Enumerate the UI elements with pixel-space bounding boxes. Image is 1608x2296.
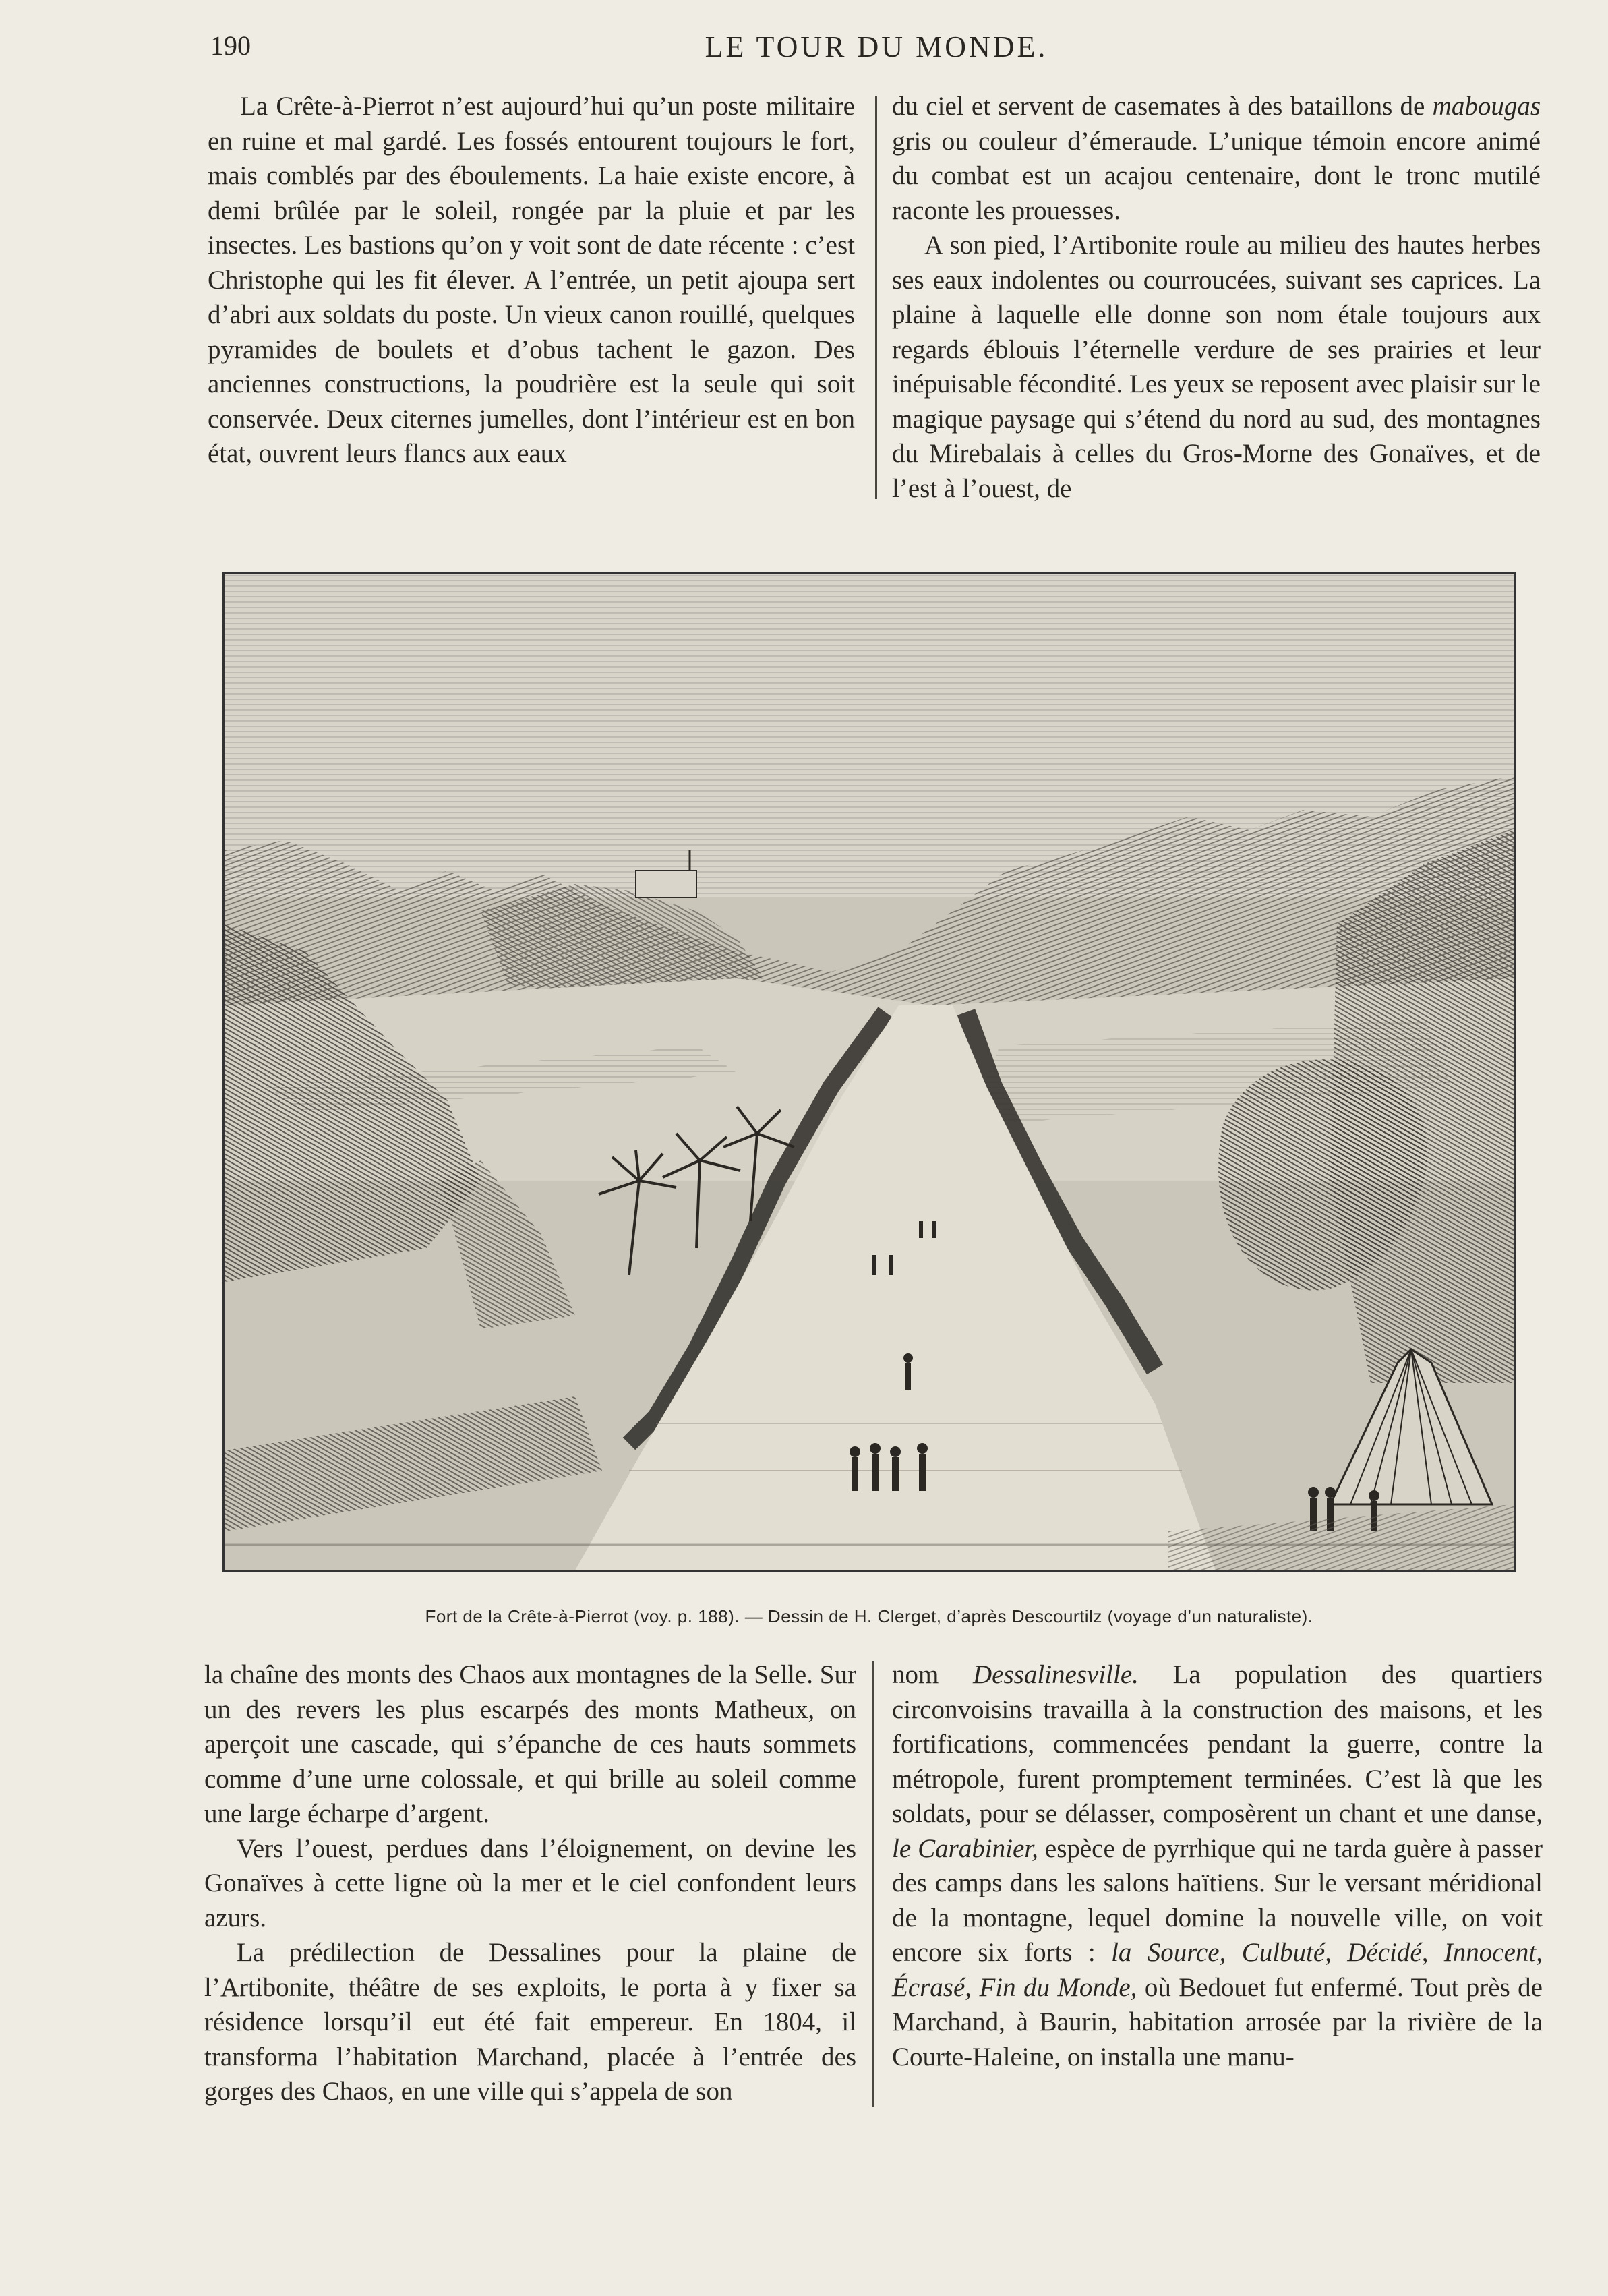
column-rule-bottom (872, 1661, 874, 2107)
italic-term: la Source, Culbuté, Décidé, Innocent, Écrasé, Fin du Monde, (892, 1938, 1543, 2002)
running-head: LE TOUR DU MONDE. (705, 30, 1048, 63)
italic-term: mabougas (1432, 92, 1541, 121)
column-rule-top (875, 96, 877, 499)
paragraph: La prédilection de Dessalines pour la plaine de l’Artibonite, théâtre de ses exploits, le porta à y fixer sa résidence lorsqu’il eut été fait empereur. En 1804, il transforma l’habitation Marchand, placée à l’entrée des gorges des Chaos, en une ville qui s’appela de son (204, 1938, 856, 2106)
text-run: du ciel et servent de casemates à des bataillons de (892, 92, 1433, 121)
text-run: nom (892, 1660, 974, 1689)
text-run: espèce de pyrrhique qui ne tarda guère à passer des camps dans les salons haïtiens. Sur le versant méridional de la montagne, lequel domine la nouvelle ville, on voit encore six forts : (892, 1833, 1543, 1967)
landscape-engraving (225, 574, 1514, 1570)
text-run: où Bedouet fut enfermé. Tout près de Marchand, à Baurin, habitation arrosée par la rivière de la Courte-Haleine, on installa une manu- (892, 1972, 1543, 2071)
column-top-left (208, 89, 855, 471)
paragraph: la chaîne des monts des Chaos aux montagnes de la Selle. Sur un des revers les plus escarpés des monts Matheux, on aperçoit une cascade, qui s’épanche de ces hauts sommets comme d’une urne colossale, et qui brille au soleil comme une large écharpe d’argent. (204, 1660, 856, 1828)
engraving-illustration (222, 572, 1516, 1572)
paragraph (892, 1657, 1543, 2074)
text-run: La population des quartiers circonvoisins travailla à la construction des maisons, et les fortifications, commencées pendant la guerre, contre la métropole, furent promptement terminées. C’est là que les soldats, pour se délasser, composèrent un chant et une danse, (892, 1660, 1543, 1828)
paragraph (892, 89, 1541, 228)
page-number: 190 (210, 30, 251, 61)
figure-caption: Fort de la Crête-à-Pierrot (voy. p. 188). — Dessin de H. Clerget, d’après Descourtilz (voyage d’un naturaliste). (425, 1606, 1313, 1626)
italic-term: le Carabinier, (892, 1833, 1038, 1863)
text-run: gris ou couleur d’émeraude. L’unique témoin encore animé du combat est un acajou centenaire, dont le tronc mutilé raconte les prouesses. (892, 126, 1541, 225)
paragraph: Vers l’ouest, perdues dans l’éloignement, on devine les Gonaïves à cette ligne où la mer et le ciel confondent leurs azurs. (204, 1833, 856, 1933)
paragraph: La Crête-à-Pierrot n’est aujourd’hui qu’un poste militaire en ruine et mal gardé. Les fossés entourent toujours le fort, mais comblés par des éboulements. La haie existe encore, à demi brûlée par le soleil, rongée par la pluie et par les insectes. Les bastions qu’on y voit sont de date récente : c’est Christophe qui les fit élever. A l’entrée, un petit ajoupa sert d’abri aux soldats du poste. Un vieux canon rouillé, quelques pyramides de boulets et d’obus tachent le gazon. Des anciennes constructions, la poudrière est la seule qui soit conservée. Deux citernes jumelles, dont l’intérieur est en bon état, ouvrent leurs flancs aux eaux (208, 92, 855, 468)
column-bottom-right (892, 1657, 1543, 2074)
italic-term: Dessalinesville. (973, 1660, 1139, 1689)
column-top-right (892, 89, 1541, 506)
column-bottom-left (204, 1657, 856, 2109)
fort-building (636, 871, 696, 897)
paragraph: A son pied, l’Artibonite roule au milieu des hautes herbes ses eaux indolentes ou courroucées, suivant ses caprices. La plaine à laquelle elle donne son nom étale toujours aux regards éblouis l’éternelle verdure de ses prairies et leur inépuisable fécondité. Les yeux se reposent avec plaisir sur le magique paysage qui s’étend du nord au sud, des montagnes du Mirebalais à celles du Gros-Morne des Gonaïves, et de l’est à l’ouest, de (892, 231, 1541, 503)
